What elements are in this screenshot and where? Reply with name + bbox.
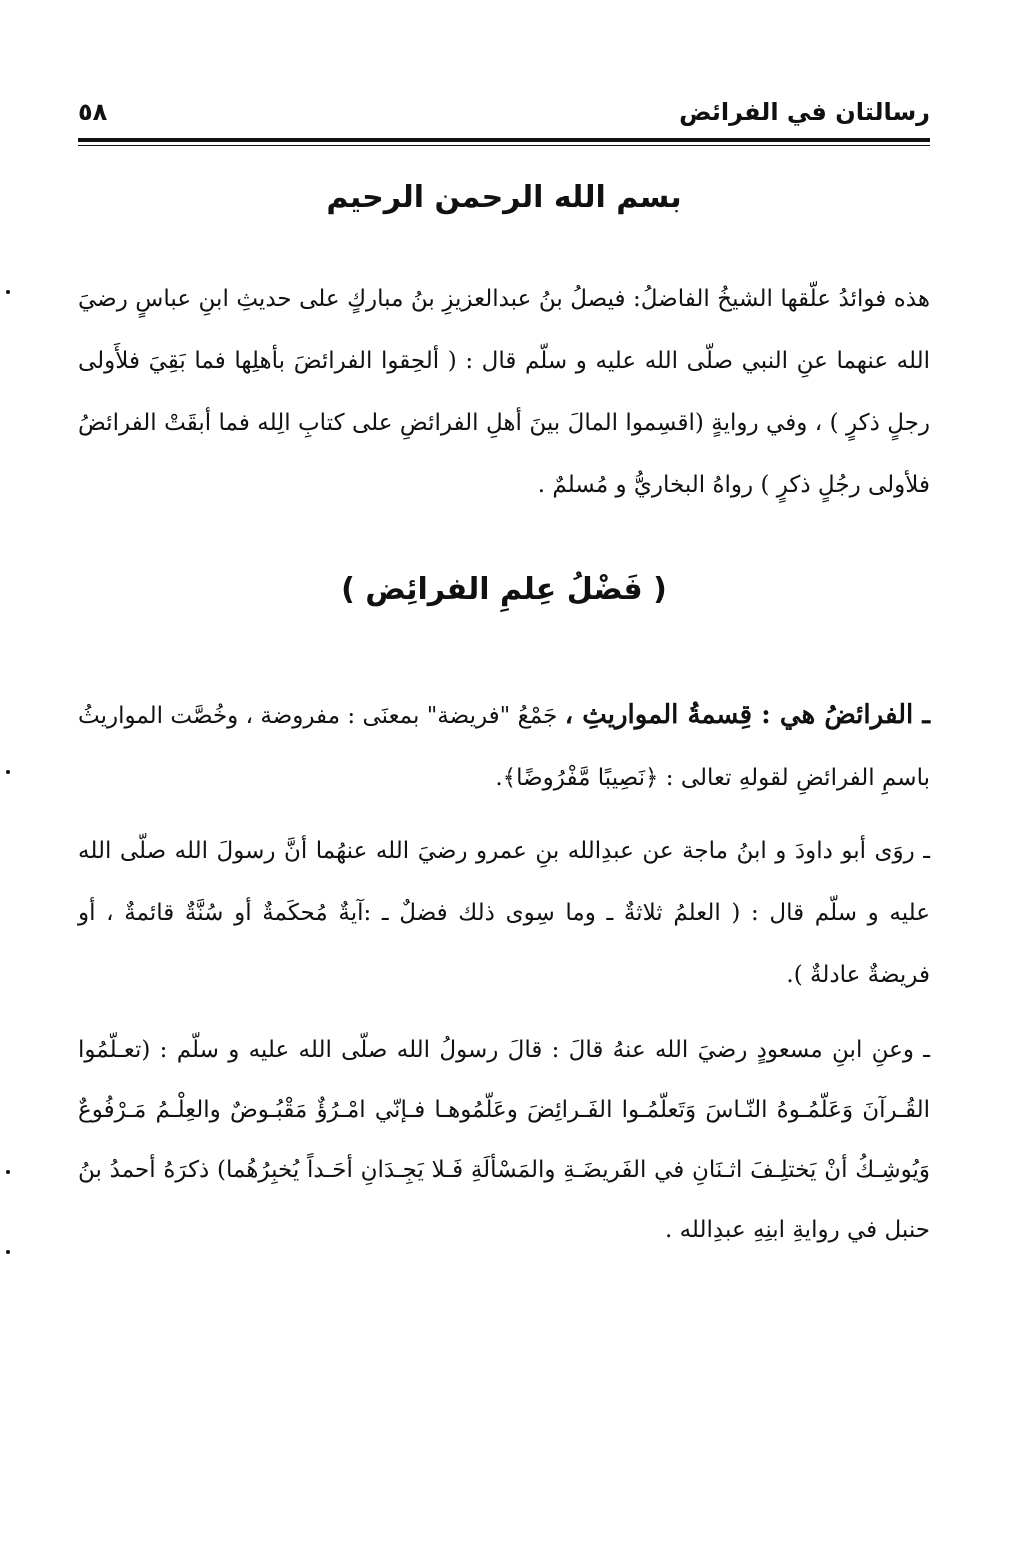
margin-mark bbox=[6, 290, 10, 294]
running-title: رسالتان في الفرائض bbox=[679, 98, 930, 126]
margin-mark bbox=[6, 770, 10, 774]
definition-paragraph bbox=[78, 684, 930, 809]
intro-paragraph: هذه فوائدُ علّقها الشيخُ الفاضلُ: فيصلُ بنُ عبدالعزيزِ بنُ مباركٍ على حديثِ ابنِ عباسٍ رضيَ الله عنهما عنِ النبي صلّى الله عليه و سلّم قال : ( ألحِقوا الفرائضَ بأهلِها فما بَقِيَ فلأَولى رجلٍ ذكرٍ ) ، وفي روايةٍ (اقسِموا المالَ بينَ أهلِ الفرائضِ على كتابِ الِله فما أبقَتْ الفرائضُ فلأولى رجُلٍ ذكرٍ ) رواهُ البخاريُّ و مُسلمٌ . bbox=[78, 286, 930, 498]
basmala-heading: بسم الله الرحمن الرحيم bbox=[326, 180, 682, 215]
page-header bbox=[78, 98, 930, 134]
definition-lead: ـ الفرائضُ هي : قِسمةُ المواريثِ ، bbox=[564, 700, 930, 730]
definition-body: جَمْعُ "فريضة" بمعنَى : مفروضة ، وخُصَّت المواريثُ باسمِ الفرائضِ لقولهِ تعالى : ﴿نَصِيبًا مَّفْرُوضًا﴾. bbox=[78, 703, 930, 791]
margin-mark bbox=[6, 1170, 10, 1174]
margin-mark bbox=[6, 1250, 10, 1254]
section-title: ( فَضْلُ عِلمِ الفرائِض ) bbox=[341, 572, 667, 607]
header-rule-thin bbox=[78, 145, 930, 146]
hadith-paragraph-2: ـ وعنِ ابنِ مسعودٍ رضيَ الله عنهُ قالَ : قالَ رسولُ الله صلّى الله عليه و سلّم : (تعـلّمُوا القُـرآنَ وَعَلّمُـوهُ النّـاسَ وَتَعلّمُـوا الفَـرائِضَ وعَلّمُوهـا فـإنّي امْـرُؤٌ مَقْبُـوضٌ والعِلْـمُ مَـرْفُوعٌ وَيُوشِـكُ أنْ يَختلِـفَ اثـنَانِ في الفَريضَـةِ والمَسْألَةِ فَـلا يَجِـدَانِ أحَـداً يُخبِرُهُما) ذكرَهُ أحمدُ بنُ حنبل في روايةِ ابنِهِ عبدِالله . bbox=[78, 1037, 930, 1243]
hadith-paragraph-1: ـ روَى أبو داودَ و ابنُ ماجة عن عبدِالله بنِ عمرو رضيَ الله عنهُما أنَّ رسولَ الله صلّى الله عليه و سلّم قال : ( العلمُ ثلاثةٌ ـ وما سِوى ذلك فضلٌ ـ :آيةٌ مُحكَمةٌ أو سُنَّةٌ قائمةٌ ، أو فريضةٌ عادلةٌ ). bbox=[78, 838, 930, 988]
header-rule-thick bbox=[78, 138, 930, 142]
page-number: ٥٨ bbox=[78, 98, 108, 126]
